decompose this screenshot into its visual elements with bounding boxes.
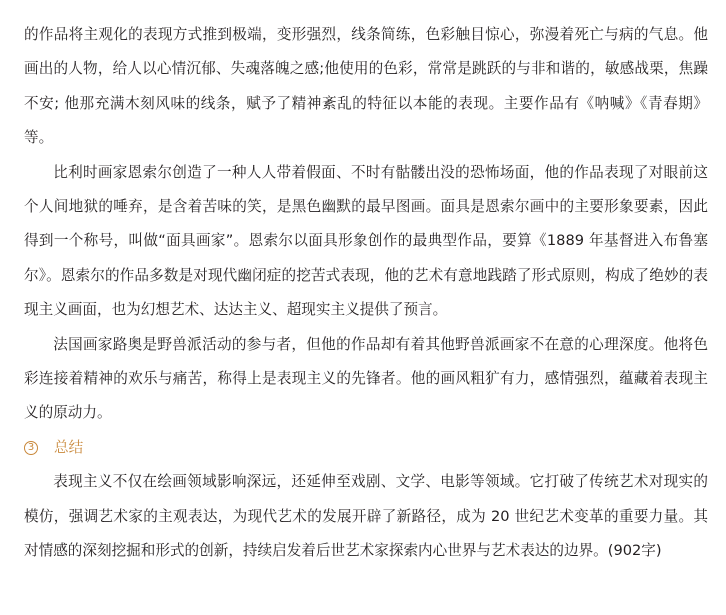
section-title: 总结	[54, 438, 84, 456]
paragraph-munch: 的作品将主观化的表现方式推到极端，变形强烈，线条简练，色彩触目惊心，弥漫着死亡与病的气息。他画出的人物，给人以心情沉郁、失魂落魄之感;他使用的色彩，常常是跳跃的与非和谐的，敏感战栗，焦躁不安; 他那充满木刻风味的线条，赋予了精神紊乱的特征以本能的表现。主要作品有《呐喊》《青春期》等。	[24, 26, 708, 147]
paragraph-summary: 表现主义不仅在绘画领域影响深远，还延伸至戏剧、文学、电影等领域。它打破了传统艺术对现实的模仿，强调艺术家的主观表达，为现代艺术的发展开辟了新路径，成为 20 世纪艺术变革的重要力量。其对情感的深刻挖掘和形式的创新，持续启发着后世艺术家探索内心世界与艺术表达的边界。(902字)	[24, 473, 708, 560]
paragraph-rouault: 法国画家路奥是野兽派活动的参与者，但他的作品却有着其他野兽派画家不在意的心理深度。他将色彩连接着精神的欢乐与痛苦，称得上是表现主义的先锋者。他的画风粗犷有力，感情强烈，蕴藏着表现主义的原动力。	[24, 335, 708, 422]
paragraph-ensor: 比利时画家恩索尔创造了一种人人带着假面、不时有骷髅出没的恐怖场面，他的作品表现了对眼前这个人间地狱的唾弃，是含着苦味的笑，是黑色幽默的最早图画。面具是恩索尔画中的主要形象要素，因此得到一个称号，叫做“面具画家”。恩索尔以面具形象创作的最典型作品，要算《1889 年基督进入布鲁塞尔》。恩索尔的作品多数是对现代幽闭症的挖苦式表现，他的艺术有意地践踏了形式原则，构成了绝妙的表现主义画面，也为幻想艺术、达达主义、超现实主义提供了预言。	[24, 163, 708, 319]
circled-number-icon: 3	[24, 441, 38, 455]
document-page	[24, 18, 708, 569]
section-heading-summary	[24, 431, 708, 465]
